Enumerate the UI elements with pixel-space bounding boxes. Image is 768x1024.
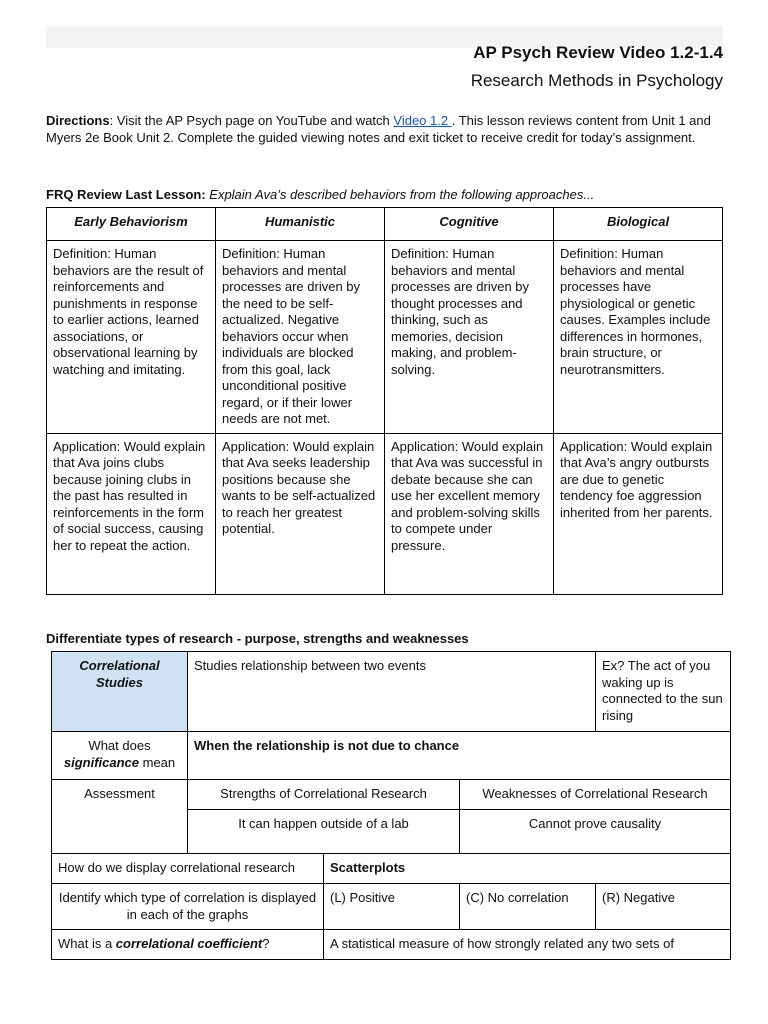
assessment-header-row <box>52 780 731 810</box>
application-biological: Application: Would explain that Ava’s angry outbursts are due to genetic tendency foe aggression inherited from her parents. <box>554 433 723 594</box>
coefficient-question <box>52 930 324 960</box>
graph-center-answer: (C) No correlation <box>460 884 596 930</box>
directions-text-2: . This lesson reviews content from Unit 1 and Myers 2e Book Unit 2. Complete the guided viewing notes and exit ticket to receive credit for today’s assignment. <box>46 113 711 145</box>
research-heading: Differentiate types of research - purpose, strengths and weaknesses <box>46 631 469 646</box>
coef-q-prefix: What is a <box>58 936 116 951</box>
application-cognitive: Application: Would explain that Ava was successful in debate because she can use her excellent memory and problem-solving skills to compete under pressure. <box>385 433 554 594</box>
page-subtitle: Research Methods in Psychology <box>470 71 723 90</box>
display-row <box>52 854 731 884</box>
graphs-row <box>52 884 731 930</box>
application-early-behaviorism: Application: Would explain that Ava joins clubs because joining clubs in the past has resulted in reinforcements in the form of social success, causing her to repeat the action. <box>47 433 216 594</box>
header-humanistic: Humanistic <box>216 208 385 241</box>
identify-question: Identify which type of correlation is displayed in each of the graphs <box>52 884 324 930</box>
application-humanistic: Application: Would explain that Ava seeks leadership positions because she wants to be self-actualized to reach her greatest potential. <box>216 433 385 594</box>
graph-left-answer: (L) Positive <box>324 884 460 930</box>
directions-label: Directions <box>46 113 110 128</box>
approaches-table <box>46 207 723 595</box>
type-row <box>52 652 731 732</box>
directions-paragraph <box>46 112 726 146</box>
header-early-behaviorism: Early Behaviorism <box>47 208 216 241</box>
strength-item: It can happen outside of a lab <box>188 810 460 854</box>
frq-prompt: Explain Ava’s described behaviors from the following approaches... <box>205 187 595 202</box>
approaches-header-row <box>47 208 723 241</box>
significance-q-em: significance <box>63 754 139 770</box>
header-biological: Biological <box>554 208 723 241</box>
coef-q-em: correlational coefficient <box>115 936 263 951</box>
significance-answer: When the relationship is not due to chance <box>188 732 731 780</box>
weakness-item: Cannot prove causality <box>460 810 731 854</box>
display-question: How do we display correlational research <box>52 854 324 884</box>
definition-cognitive: Definition: Human behaviors and mental processes are driven by thought processes and thinking, such as memories, decision making, and problem-solving. <box>385 241 554 434</box>
document-header <box>0 44 723 92</box>
significance-question <box>52 732 188 780</box>
definition-early-behaviorism: Definition: Human behaviors are the result of reinforcements and punishments in response to earlier actions, learned associations, or observational learning by watching and imitating. <box>47 241 216 434</box>
coef-q-suffix: ? <box>262 936 270 951</box>
assessment-label: Assessment <box>52 780 188 854</box>
page-title: AP Psych Review Video 1.2-1.4 <box>473 43 723 62</box>
coefficient-row <box>52 930 731 960</box>
strengths-header: Strengths of Correlational Research <box>188 780 460 810</box>
graph-right-answer: (R) Negative <box>596 884 731 930</box>
significance-q-suffix: mean <box>139 754 176 770</box>
applications-row <box>47 433 723 594</box>
coefficient-answer: A statistical measure of how strongly related any two sets of <box>324 930 731 960</box>
frq-heading <box>46 187 594 202</box>
header-cognitive: Cognitive <box>385 208 554 241</box>
research-example: Ex? The act of you waking up is connected to the sun rising <box>596 652 731 732</box>
research-table <box>51 651 731 960</box>
significance-row <box>52 732 731 780</box>
research-type-label: Correlational Studies <box>52 652 188 732</box>
research-type-definition: Studies relationship between two events <box>188 652 596 732</box>
definition-humanistic: Definition: Human behaviors and mental processes are driven by the need to be self-actualized. Negative behaviors occur when individuals are blocked from this goal, lack unconditional positive regard, or if their lower needs are not met. <box>216 241 385 434</box>
video-link[interactable]: Video 1.2 <box>393 113 452 128</box>
definition-biological: Definition: Human behaviors and mental processes have physiological or genetic causes. Examples include differences in hormones, brain structure, or neurotransmitters. <box>554 241 723 434</box>
frq-label: FRQ Review Last Lesson: <box>46 187 206 202</box>
display-answer: Scatterplots <box>324 854 731 884</box>
weaknesses-header: Weaknesses of Correlational Research <box>460 780 731 810</box>
definitions-row <box>47 241 723 434</box>
significance-q-prefix: What does <box>88 738 151 753</box>
directions-text-1: : Visit the AP Psych page on YouTube and watch <box>109 113 394 128</box>
